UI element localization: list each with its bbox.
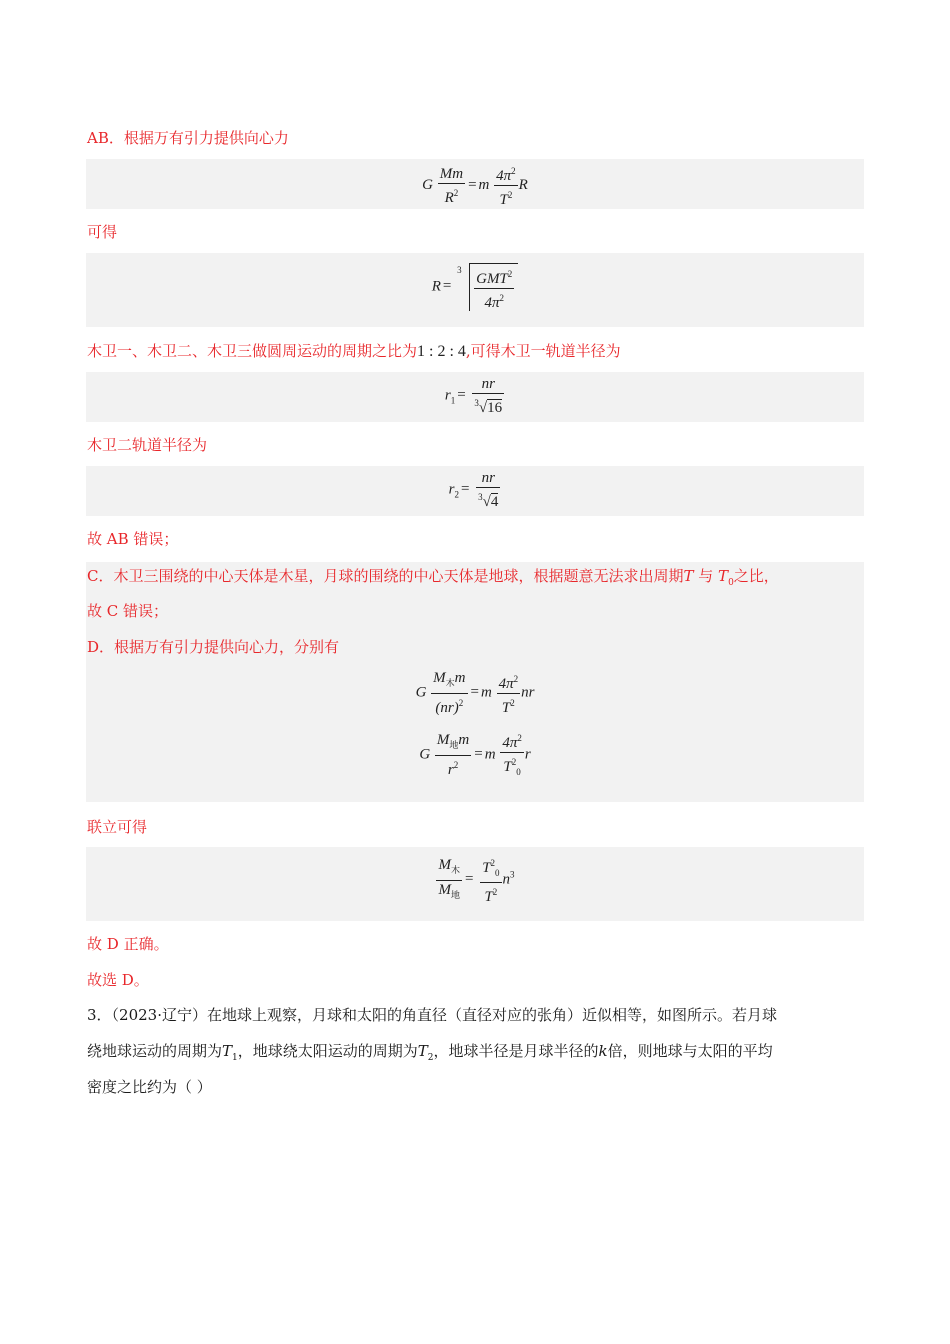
fraction-Mm-R2 (438, 166, 465, 206)
formula-mass-ratio (86, 855, 864, 905)
and-text: 与 (693, 567, 719, 585)
can-get-line: 可得 (87, 223, 118, 241)
subscript-jupiter: 木 (450, 865, 460, 876)
four-pi: 4π (502, 735, 518, 751)
period-ratio-post: ,可得木卫一轨道半径为 (465, 342, 621, 360)
denominator (474, 289, 514, 311)
formula-box-1 (86, 159, 864, 209)
subscript-earth: 地 (450, 890, 460, 901)
subscript: 1 (232, 1053, 238, 1063)
combine-line: 联立可得 (87, 818, 148, 836)
symbol-G: G (422, 176, 433, 193)
symbol-r: r (444, 387, 451, 404)
numerator: nr (472, 376, 504, 394)
question-text: ，地球半径是月球半径的 (433, 1042, 599, 1060)
four-pi: 4π (484, 295, 500, 311)
radicand: 4 (490, 494, 499, 510)
period-ratio-text: 木卫一、木卫二、木卫三做圆周运动的周期之比为 (87, 342, 418, 360)
root-index: 3 (478, 492, 483, 502)
denominator (476, 488, 500, 510)
four-pi: 4π (498, 675, 514, 692)
choose-line: 故选 D。 (87, 971, 149, 989)
exponent: 2 (507, 269, 513, 279)
fraction-GMT2-4pi2 (474, 266, 514, 311)
question-text: 倍，则地球与太阳的平均 (607, 1042, 773, 1060)
option-d-intro-line: D．根据万有引力提供向心力，分别有 (87, 638, 340, 656)
symbol-m: m (484, 746, 496, 763)
radicand: 16 (487, 400, 503, 416)
symbol-R: R (518, 176, 528, 193)
exponent: 2 (517, 733, 522, 743)
denominator (472, 394, 504, 416)
exponent: 2 (453, 187, 459, 198)
symbol-m: m (454, 670, 466, 686)
formula-gravity-centripetal (86, 163, 864, 208)
root-index: 3 (474, 398, 479, 408)
question-text: 在地球上观察，月球和太阳的角直径（直径对应的张角）近似相等，如图所示。若月球 (207, 1006, 778, 1024)
exponent: 2 (511, 166, 516, 176)
symbol-n: n (502, 871, 511, 888)
formula-earth-moon (0, 730, 950, 780)
equals-sign: = (468, 176, 477, 193)
question-text: 绕地球运动的周期为 (87, 1042, 223, 1060)
question-line-3: 密度之比约为（ ） (87, 1078, 212, 1096)
exponent: 2 (492, 887, 498, 897)
ab-wrong-line: 故 AB 错误； (87, 530, 179, 548)
denominator (438, 184, 465, 206)
denominator (497, 694, 521, 716)
root-index: 3 (457, 265, 462, 275)
numerator (480, 855, 501, 883)
fraction-nr-cbrt4 (476, 470, 500, 510)
subscript: 1 (450, 395, 456, 406)
subscript-earth: 地 (449, 741, 459, 751)
four-pi: 4π (496, 168, 512, 184)
fraction-nr-cbrt16 (472, 376, 504, 416)
radicand (469, 263, 518, 311)
symbol-r: r (447, 762, 454, 778)
formula-r1 (86, 376, 864, 416)
formula-radius (86, 263, 864, 311)
formula-box-4 (86, 466, 864, 516)
exponent: 2 (507, 190, 513, 200)
GMT: GMT (476, 271, 508, 287)
symbol-M: M (438, 881, 451, 898)
symbol-M: M (433, 670, 446, 686)
subscript-jupiter: 木 (445, 679, 455, 689)
exponent: 2 (510, 697, 515, 708)
question-number: 3． (87, 1006, 112, 1024)
r2-intro-line: 木卫二轨道半径为 (87, 436, 208, 454)
subscript: 2 (454, 489, 459, 500)
equals-sign: = (464, 871, 474, 888)
exponent: 2 (513, 673, 519, 684)
denominator (435, 756, 471, 778)
numerator (436, 857, 462, 881)
symbol-T: T (417, 1042, 428, 1060)
denominator (480, 883, 501, 905)
fraction-4pi2-T2 (494, 163, 518, 208)
symbol-R: R (444, 189, 454, 206)
subscript: 0 (495, 868, 500, 878)
ab-intro-line: AB．根据万有引力提供向心力 (87, 129, 289, 147)
question-source: （2023·辽宁） (111, 1006, 207, 1024)
symbol-T: T (501, 699, 511, 716)
numerator (500, 730, 524, 753)
option-c-wrong-line: 故 C 错误； (87, 602, 169, 620)
symbol-r: r (448, 481, 455, 498)
fraction-Mm-nr2 (431, 670, 467, 716)
symbol-k: k (598, 1042, 608, 1060)
numerator: nr (476, 470, 500, 488)
formula-box-2 (86, 253, 864, 327)
symbol-T: T (222, 1042, 233, 1060)
denominator (500, 753, 524, 780)
fraction-4pi2-T02 (500, 730, 524, 780)
option-c-end: 之比， (733, 567, 779, 585)
symbol-m: m (480, 684, 492, 701)
nr: nr (521, 684, 535, 701)
period-ratio-line (87, 340, 867, 363)
symbol-r: r (524, 746, 531, 763)
radical-sign: √ (478, 400, 488, 416)
formula-box-3 (86, 372, 864, 422)
symbol-T0: T (718, 567, 729, 585)
d-correct-line: 故 D 正确。 (87, 935, 169, 953)
equals-sign: = (474, 746, 483, 763)
numerator: Mm (439, 165, 464, 182)
formula-jupiter-moon (0, 670, 950, 716)
denominator (431, 694, 467, 716)
subscript: 0 (516, 767, 521, 777)
question-text: ，地球绕太阳运动的周期为 (237, 1042, 418, 1060)
question-line-1 (87, 1004, 867, 1026)
formula-box-7 (86, 847, 864, 921)
subscript: 0 (728, 578, 734, 588)
symbol-T: T (499, 192, 508, 208)
subscript: 2 (427, 1053, 434, 1063)
nr: (nr) (435, 700, 459, 716)
fraction-4pi2-T2 (497, 671, 521, 716)
symbol-m: m (478, 176, 490, 193)
symbol-T: T (482, 860, 491, 876)
question-line-2 (87, 1040, 867, 1069)
symbol-R: R (431, 278, 441, 295)
numerator (497, 671, 521, 694)
exponent: 2 (499, 293, 504, 303)
symbol-G: G (419, 746, 431, 763)
numerator (474, 266, 514, 289)
formula-r2 (86, 470, 864, 510)
symbol-M: M (438, 856, 451, 873)
cube-root (457, 263, 518, 311)
symbol-T: T (503, 759, 512, 775)
denominator (436, 881, 462, 904)
radical-sign: √ (482, 494, 491, 510)
symbol-m: m (458, 732, 470, 748)
symbol-T: T (683, 567, 694, 585)
equals-sign: = (460, 481, 470, 498)
equals-sign: = (457, 387, 466, 404)
exponent: 2 (458, 698, 464, 708)
exponent: 2 (511, 757, 517, 767)
fraction-mass-ratio (436, 857, 462, 904)
symbol-T: T (484, 889, 493, 905)
option-c-text: C．木卫三围绕的中心天体是木星，月球的围绕的中心天体是地球，根据题意无法求出周期 (87, 567, 684, 585)
equals-sign: = (442, 278, 452, 295)
symbol-M: M (436, 732, 450, 748)
option-c-line (87, 565, 867, 594)
period-ratio-value: 1 : 2 : 4 (417, 343, 466, 360)
denominator (494, 186, 518, 208)
symbol-G: G (415, 684, 427, 701)
exponent: 2 (490, 858, 496, 868)
exponent: 2 (453, 760, 459, 770)
exponent: 3 (510, 869, 515, 880)
numerator (494, 163, 518, 186)
fraction-Mm-r2 (435, 732, 471, 778)
numerator (435, 732, 471, 756)
numerator (431, 670, 467, 694)
fraction-T02-T2 (480, 855, 501, 905)
equals-sign: = (470, 684, 479, 701)
